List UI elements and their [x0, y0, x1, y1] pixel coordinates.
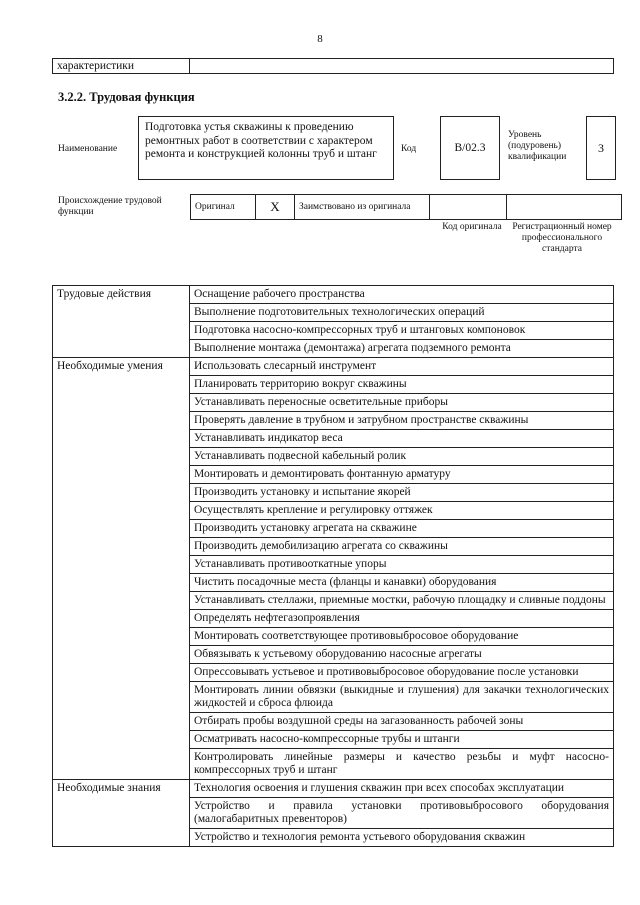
- item-cell: Опрессовывать устьевое и противовыбросовое оборудование после установки: [190, 664, 614, 682]
- item-cell: Проверять давление в трубном и затрубном пространстве скважины: [190, 412, 614, 430]
- item-cell: Устанавливать подвесной кабельный ролик: [190, 448, 614, 466]
- continuation-cell-right: [190, 59, 614, 74]
- item-cell: Устройство и правила установки противовыбросового оборудования (малогабаритных превенторов): [190, 798, 614, 829]
- item-cell: Обвязывать к устьевому оборудованию насосные агрегаты: [190, 646, 614, 664]
- page-number: 8: [317, 33, 323, 45]
- code-value-box: B/02.3: [440, 116, 500, 180]
- category-cell: Необходимые умения: [53, 358, 190, 780]
- item-cell: Планировать территорию вокруг скважины: [190, 376, 614, 394]
- item-cell: Отбирать пробы воздушной среды на загазованность рабочей зоны: [190, 713, 614, 731]
- origin-code-cell: [430, 195, 507, 220]
- item-cell: Монтировать линии обвязки (выкидные и глушения) для закачки технологических жидкостей и сброса флюида: [190, 682, 614, 713]
- item-cell: Осуществлять крепление и регулировку оттяжек: [190, 502, 614, 520]
- level-value-box: 3: [586, 116, 616, 180]
- item-cell: Устанавливать противооткатные упоры: [190, 556, 614, 574]
- item-cell: Контролировать линейные размеры и качество резьбы и муфт насосно-компрессорных труб и штанг: [190, 749, 614, 780]
- item-cell: Устанавливать переносные осветительные приборы: [190, 394, 614, 412]
- code-label: Код: [401, 144, 417, 154]
- origin-reg-caption: Регистрационный номер профессионального стандарта: [512, 222, 612, 254]
- function-details-table: [52, 285, 614, 847]
- item-cell: Чистить посадочные места (фланцы и канавки) оборудования: [190, 574, 614, 592]
- item-cell: Оснащение рабочего пространства: [190, 286, 614, 304]
- section-title: 3.2.2. Трудовая функция: [58, 90, 195, 104]
- table-row: [53, 780, 614, 798]
- table-row: [53, 286, 614, 304]
- item-cell: Использовать слесарный инструмент: [190, 358, 614, 376]
- item-cell: Осматривать насосно-компрессорные трубы и штанги: [190, 731, 614, 749]
- item-cell: Определять нефтегазопроявления: [190, 610, 614, 628]
- item-cell: Устанавливать индикатор веса: [190, 430, 614, 448]
- item-cell: Монтировать соответствующее противовыбросовое оборудование: [190, 628, 614, 646]
- item-cell: Выполнение подготовительных технологических операций: [190, 304, 614, 322]
- function-name-box: Подготовка устья скважины к проведению ремонтных работ в соответствии с характером ремонта и конструкцией колонны труб и штанг: [138, 116, 394, 180]
- item-cell: Выполнение монтажа (демонтажа) агрегата подземного ремонта: [190, 340, 614, 358]
- table-row: [53, 358, 614, 376]
- category-cell: Необходимые знания: [53, 780, 190, 847]
- item-cell: Устройство и технология ремонта устьевого оборудования скважин: [190, 829, 614, 847]
- origin-code-caption: Код оригинала: [442, 222, 502, 232]
- origin-mark-cell: X: [256, 195, 295, 220]
- category-cell: Трудовые действия: [53, 286, 190, 358]
- origin-table: [190, 194, 622, 220]
- item-cell: Производить установку и испытание якорей: [190, 484, 614, 502]
- item-cell: Производить установку агрегата на скважине: [190, 520, 614, 538]
- continuation-table: [52, 58, 614, 74]
- item-cell: Подготовка насосно-компрессорных труб и штанговых компоновок: [190, 322, 614, 340]
- item-cell: Технология освоения и глушения скважин при всех способах эксплуатации: [190, 780, 614, 798]
- origin-borrowed-cell: Заимствовано из оригинала: [295, 195, 430, 220]
- continuation-cell-left: характеристики: [53, 59, 190, 74]
- item-cell: Устанавливать стеллажи, приемные мостки, рабочую площадку и сливные поддоны: [190, 592, 614, 610]
- origin-reg-cell: [507, 195, 622, 220]
- origin-label: Происхождение трудовой функции: [58, 196, 162, 217]
- item-cell: Монтировать и демонтировать фонтанную арматуру: [190, 466, 614, 484]
- item-cell: Производить демобилизацию агрегата со скважины: [190, 538, 614, 556]
- name-label: Наименование: [58, 144, 118, 154]
- level-label: Уровень (подуровень) квалификации: [508, 130, 567, 162]
- origin-original-cell: Оригинал: [191, 195, 256, 220]
